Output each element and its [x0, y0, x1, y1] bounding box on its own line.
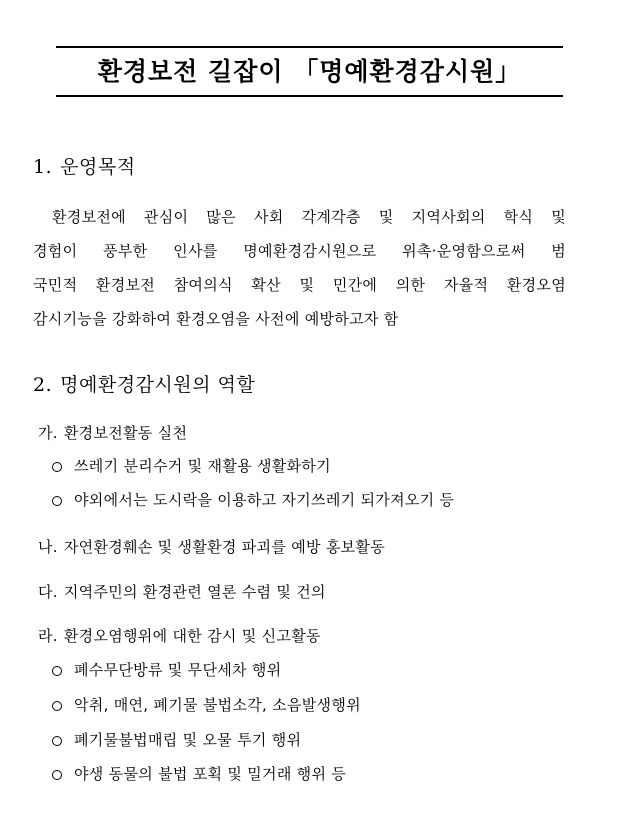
bullet-item [52, 455, 331, 477]
circle-bullet-icon [52, 770, 62, 780]
bullet-item [52, 694, 361, 716]
item-text: 자연환경훼손 및 생활환경 파괴를 예방 홍보활동 [63, 538, 386, 556]
title-top-rule [56, 46, 563, 48]
bullet-text: 폐수무단방류 및 무단세차 행위 [74, 661, 282, 679]
item-label: 라. [38, 627, 58, 645]
circle-bullet-icon [52, 701, 62, 711]
paragraph-line: 국민적 환경보전 참여의식 확산 및 민간에 의한 자율적 환경오염 [33, 276, 566, 294]
circle-bullet-icon [52, 462, 62, 472]
bullet-item [52, 763, 346, 785]
bullet-text: 야외에서는 도시락을 이용하고 자기쓰레기 되가져오기 등 [74, 491, 455, 509]
section-number: 1. [33, 156, 53, 178]
item-label: 가. [38, 424, 58, 442]
paragraph-line: 감시기능을 강화하여 환경오염을 사전에 예방하고자 함 [33, 310, 399, 328]
circle-bullet-icon [52, 736, 62, 746]
bullet-text: 악취, 매연, 폐기물 불법소각, 소음발생행위 [74, 696, 361, 714]
section-title: 명예환경감시원의 역할 [60, 374, 256, 396]
circle-bullet-icon [52, 496, 62, 506]
bullet-item [52, 659, 281, 681]
bullet-text: 야생 동물의 불법 포획 및 밀거래 행위 등 [74, 765, 347, 783]
section-title: 운영목적 [60, 156, 136, 178]
purpose-paragraph [33, 200, 566, 336]
role-item-ra [38, 625, 321, 647]
bullet-item [52, 489, 454, 511]
paragraph-line: 환경보전에 관심이 많은 사회 각계각층 및 지역사회의 학식 및 [52, 208, 566, 226]
item-text: 환경보전활동 실천 [63, 424, 188, 442]
bullet-item [52, 729, 301, 751]
circle-bullet-icon [52, 666, 62, 676]
role-item-ga [38, 422, 187, 444]
title-bottom-rule [56, 95, 563, 97]
section-number: 2. [33, 374, 53, 396]
section-heading-roles [33, 372, 255, 398]
bullet-text: 쓰레기 분리수거 및 재활용 생활화하기 [74, 457, 331, 475]
role-item-da [38, 581, 326, 603]
item-text: 환경오염행위에 대한 감시 및 신고활동 [63, 627, 321, 645]
item-label: 다. [38, 583, 58, 601]
role-item-na [38, 536, 385, 558]
paragraph-line: 경험이 풍부한 인사를 명예환경감시원으로 위촉·운영함으로써 범 [33, 242, 566, 260]
bullet-text: 폐기물불법매립 및 오물 투기 행위 [74, 731, 302, 749]
item-label: 나. [38, 538, 58, 556]
item-text: 지역주민의 환경관련 열론 수렴 및 건의 [63, 583, 326, 601]
document-title: 환경보전 길잡이 「명예환경감시원」 [97, 57, 522, 86]
section-heading-purpose [33, 154, 136, 180]
